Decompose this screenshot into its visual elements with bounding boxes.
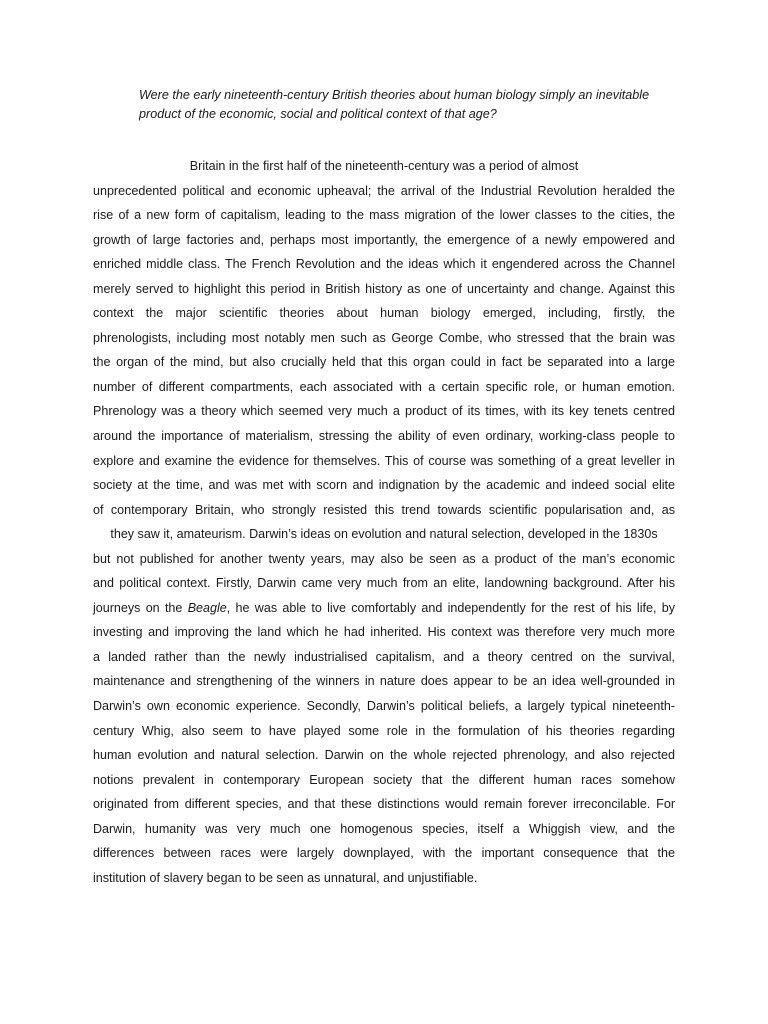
essay-body	[93, 154, 675, 890]
essay-line: a landed rather than the newly industrialised capitalism, and a theory centred on the survival,	[93, 649, 675, 664]
essay-line	[93, 596, 675, 621]
essay-line: investing and improving the land which he had inherited. His context was therefore very much more	[93, 625, 675, 640]
essay-line: but not published for another twenty years, may also be seen as a product of the man’s economic	[93, 551, 675, 566]
essay-line: enriched middle class. The French Revolution and the ideas which it engendered across the Channel	[93, 257, 675, 272]
essay-line: notions prevalent in contemporary European society that the different human races somehow	[93, 772, 675, 787]
essay-line: merely served to highlight this period in British history as one of uncertainty and change. Against this	[93, 281, 675, 296]
essay-line: institution of slavery began to be seen as unnatural, and unjustifiable.	[93, 870, 478, 885]
essay-line-segment: , he was able to live comfortably and independently for the rest of his life, by	[226, 600, 675, 615]
essay-line: Phrenology was a theory which seemed very much a product of its times, with its key tenets centred	[93, 404, 675, 419]
essay-line: Britain in the first half of the nineteenth-century was a period of almost	[189, 159, 579, 173]
essay-line: rise of a new form of capitalism, leading to the mass migration of the lower classes to the cities, the	[93, 208, 675, 223]
essay-line: the organ of the mind, but also crucially held that this organ could in fact be separated into a large	[93, 355, 675, 370]
essay-line: unprecedented political and economic upheaval; the arrival of the Industrial Revolution heralded the	[93, 183, 675, 198]
ship-name-italic: Beagle	[187, 600, 227, 615]
essay-line: phrenologists, including most notably men such as George Combe, who stressed that the brain was	[93, 330, 675, 345]
essay-line: Darwin, humanity was very much one homogenous species, itself a Whiggish view, and the	[93, 821, 675, 836]
essay-line: growth of large factories and, perhaps most importantly, the emergence of a newly empowered and	[93, 232, 675, 247]
essay-line: differences between races were largely downplayed, with the important consequence that the	[93, 846, 675, 861]
essay-line-segment: journeys on the	[93, 600, 188, 615]
essay-line: Darwin’s own economic experience. Secondly, Darwin’s political beliefs, a largely typical nineteenth-	[93, 699, 675, 714]
essay-line: context the major scientific theories about human biology emerged, including, firstly, the	[93, 306, 675, 321]
essay-line: originated from different species, and that these distinctions would remain forever irreconcilable. For	[93, 797, 675, 812]
essay-line: they saw it, amateurism. Darwin’s ideas on evolution and natural selection, developed in the 1830s	[110, 527, 658, 542]
essay-paragraph	[93, 154, 675, 890]
essay-line: of contemporary Britain, who strongly resisted this trend towards scientific popularisation and, as	[93, 502, 675, 517]
essay-line: maintenance and strengthening of the winners in nature does appear to be an idea well-grounded in	[93, 674, 675, 689]
essay-line: society at the time, and was met with scorn and indignation by the academic and indeed social elite	[93, 478, 675, 493]
essay-line: number of different compartments, each associated with a certain specific role, or human emotion.	[93, 379, 675, 394]
question-line: product of the economic, social and political context of that age?	[139, 107, 497, 121]
question-line: Were the early nineteenth-century British theories about human biology simply an inevitable	[139, 88, 650, 102]
essay-line: explore and examine the evidence for themselves. This of course was something of a great leveller in	[93, 453, 675, 468]
essay-line: human evolution and natural selection. Darwin on the whole rejected phrenology, and also rejected	[93, 748, 675, 763]
essay-line: century Whig, also seem to have played some role in the formulation of his theories regarding	[93, 723, 675, 738]
essay-line: and political context. Firstly, Darwin came very much from an elite, landowning background. After his	[93, 576, 675, 591]
essay-line: around the importance of materialism, stressing the ability of even ordinary, working-class people to	[93, 429, 675, 444]
essay-question	[139, 86, 679, 124]
